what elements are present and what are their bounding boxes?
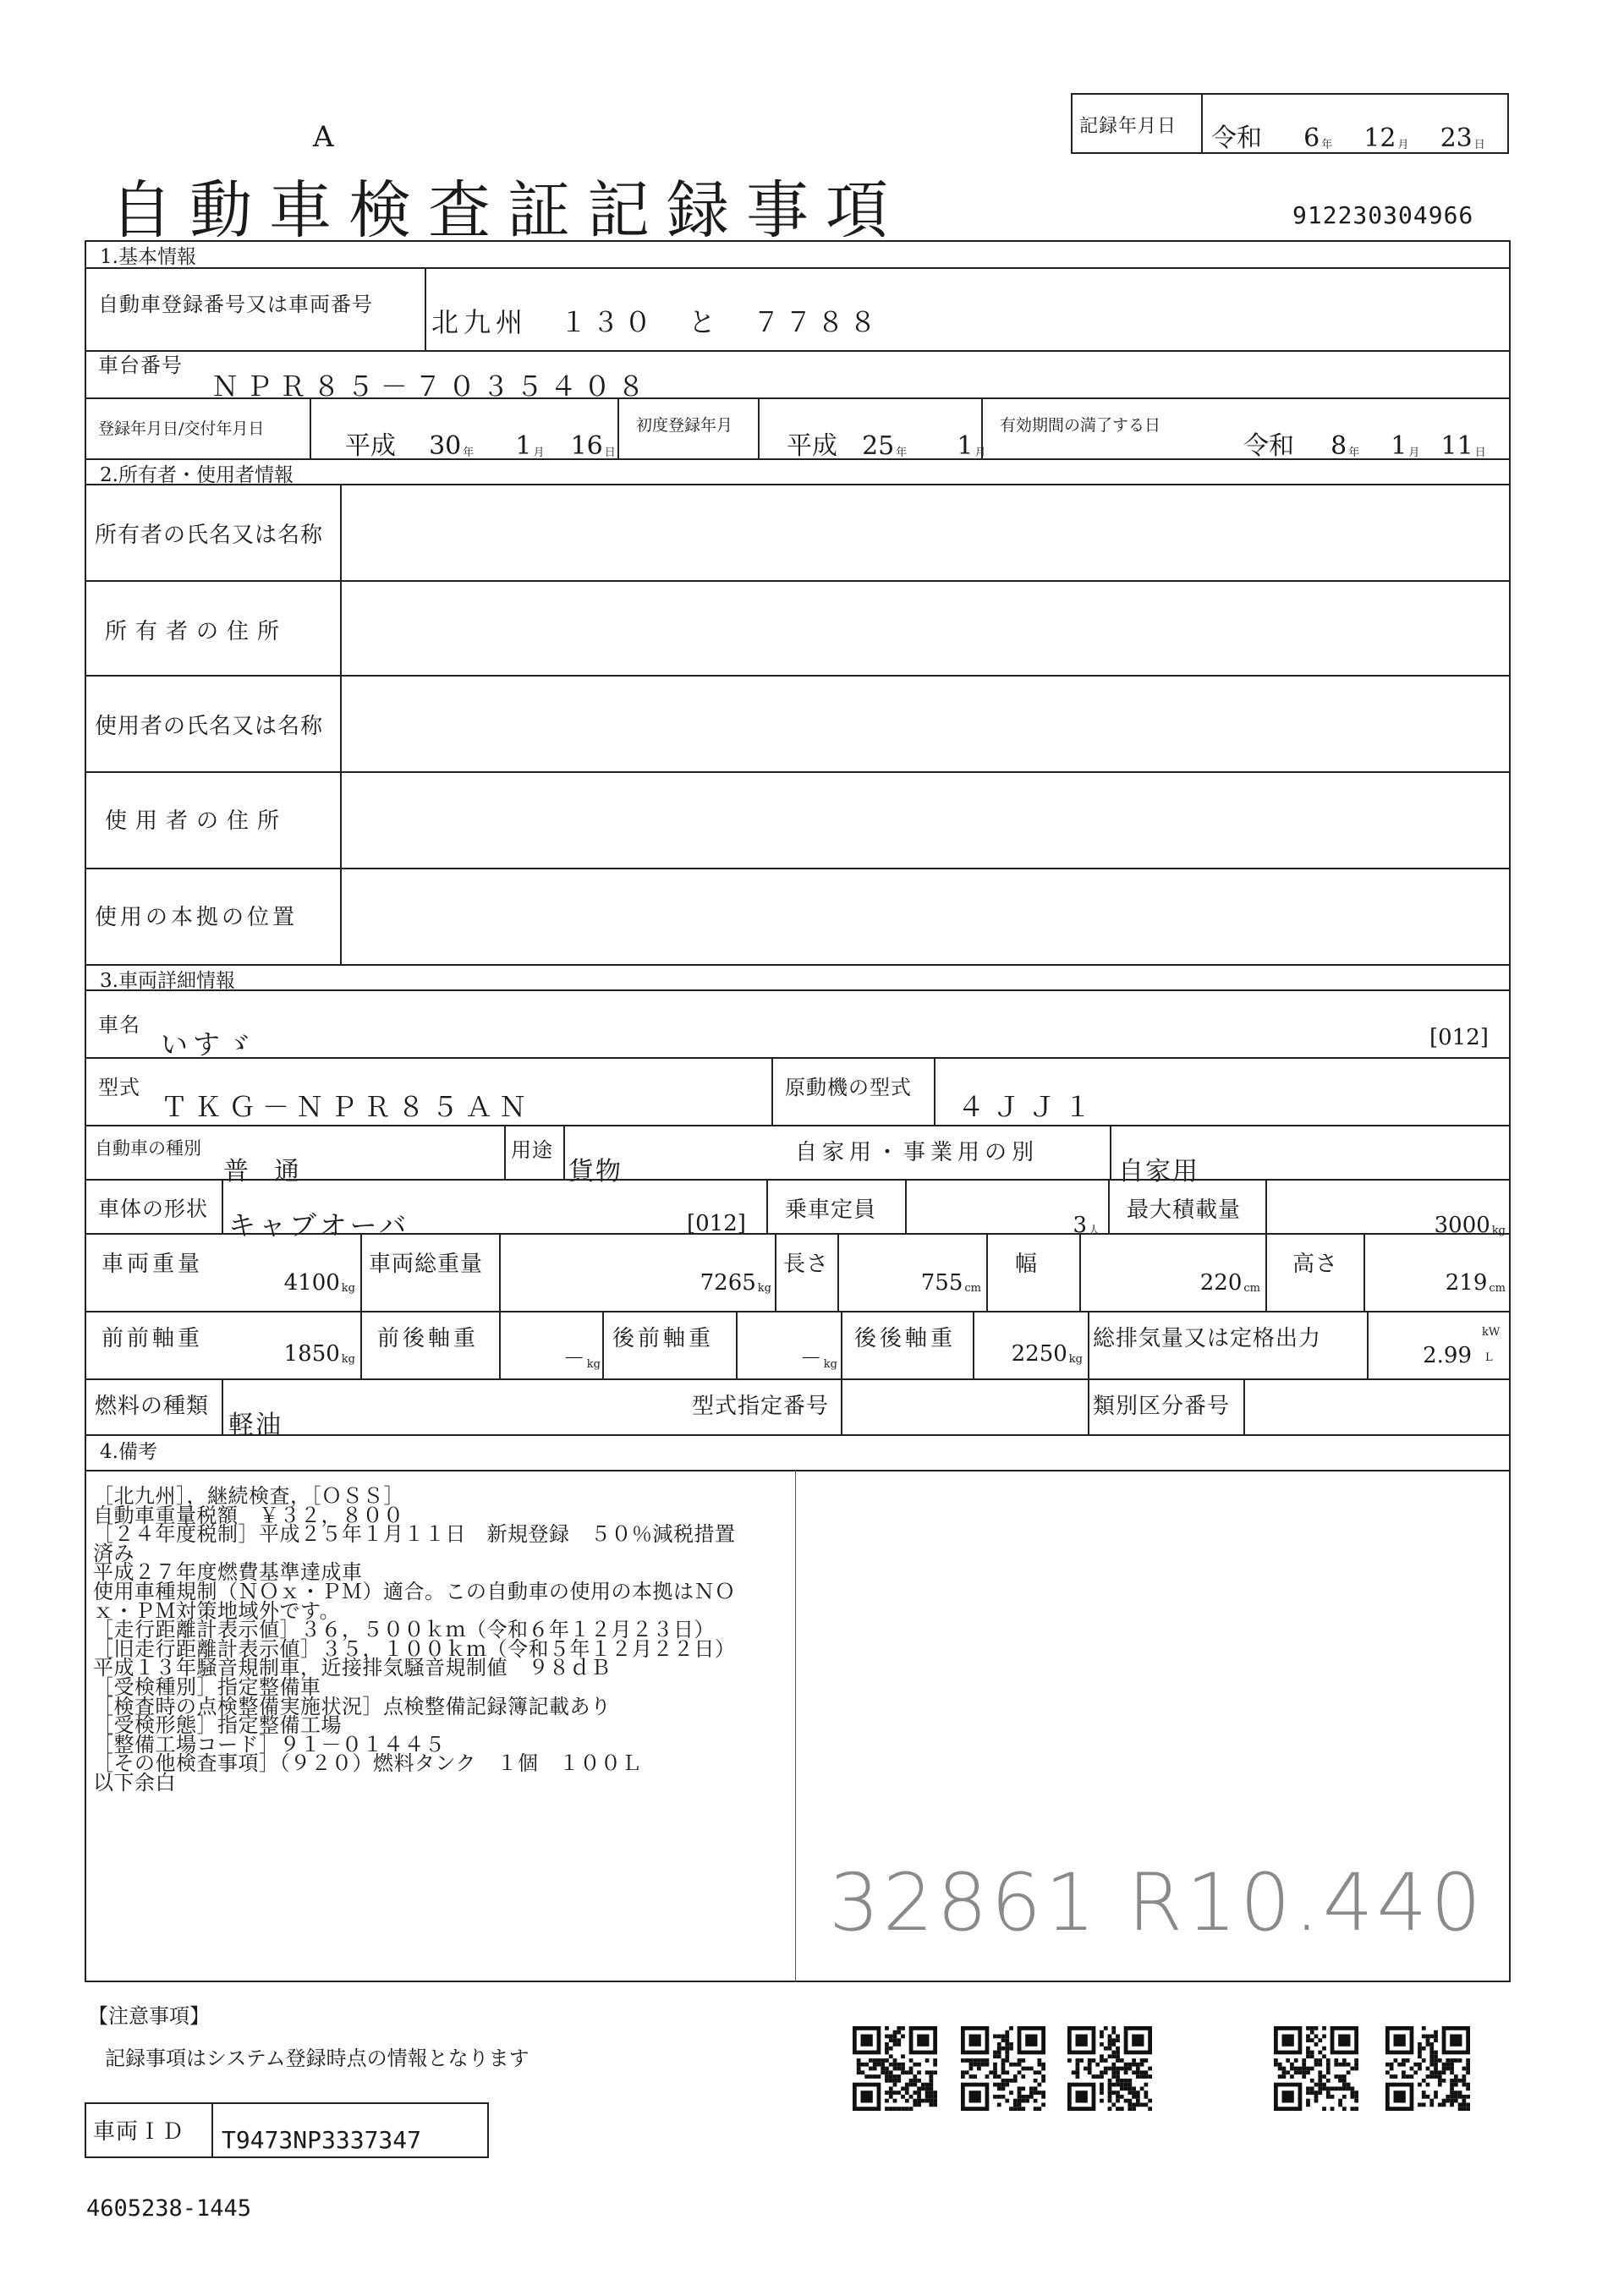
header-letter: A [313,120,334,154]
section-basic: 1.基本情報 [100,246,196,268]
qr-code-1 [853,2026,937,2111]
rf-axle-label: 後前軸重 [612,1326,715,1351]
max-load-label: 最大積載量 [1127,1197,1242,1223]
first-reg-label: 初度登録年月 [636,416,733,435]
expiry-label: 有効期間の満了する日 [1000,416,1161,435]
qr-code-5 [1385,2026,1470,2111]
reg-date-value: 平成 30 年 1 月 16 日 [345,431,616,461]
width-label: 幅 [1015,1252,1039,1277]
fuel-value: 軽油 [228,1411,283,1440]
width-value: 220 cm [1199,1270,1260,1296]
displacement-label: 総排気量又は定格出力 [1093,1326,1322,1351]
remarks-line: 平成１３年騒音規制車，近接排気騒音規制値 ９８ｄＢ [93,1656,612,1680]
remarks-line: ［走行距離計表示値］３６，５００ｋｍ（令和６年１２月２３日） [93,1618,715,1642]
first-reg-value: 平成 25 年 1 月 [787,431,986,461]
qr-code-4 [1274,2026,1358,2111]
footer-code: 4605238-1445 [86,2195,252,2222]
fr-axle-value: － kg [562,1346,601,1372]
remarks-line: ［整備工場コード］９１－０１４４５ [93,1732,446,1756]
capacity-value: 3 人 [1073,1213,1100,1238]
reg-number-value: 北九州 １３０ と ７７８８ [431,306,882,338]
private-business-value: 自家用 [1118,1157,1199,1186]
qr-code-2 [961,2026,1045,2111]
remarks-text [93,1484,736,1795]
max-load-value: 3000 kg [1434,1213,1506,1238]
length-value: 755 cm [920,1270,981,1296]
owner-name-label: 所有者の氏名又は名称 [95,523,324,548]
user-address-label: 使用者の住所 [105,808,288,834]
remarks-line: ｘ・ＰＭ対策地域外です。 [93,1598,341,1623]
rr-axle-value: 2250 kg [1011,1341,1083,1367]
qr-code-3 [1067,2026,1152,2111]
remarks-line: ［旧走行距離計表示値］３５，１００ｋｍ（令和５年１２月２２日） [93,1636,736,1661]
rf-axle-value: － kg [799,1346,837,1372]
ff-axle-value: 1850 kg [283,1341,355,1367]
car-name-label: 車名 [98,1013,140,1037]
chassis-value: ＮＰＲ８５－７０３５４０８ [211,370,652,403]
type-designation-label: 型式指定番号 [692,1394,830,1419]
fuel-label: 燃料の種類 [95,1394,210,1419]
remarks-line: ［検査時の点検整備実施状況］点検整備記録簿記載あり [93,1694,612,1718]
remarks-line: 使用車種規制（ＮＯｘ・ＰＭ）適合。この自動車の使用の本拠はＮＯ [93,1579,736,1603]
remarks-line: 以下余白 [93,1770,176,1795]
displacement-unit-l: L [1485,1351,1493,1364]
use-label: 用途 [511,1138,553,1162]
remarks-line: 平成２７年度燃費基準達成車 [93,1560,363,1585]
height-value: 219 cm [1445,1270,1506,1296]
expiry-value: 令和 8 年 1 月 11 日 [1243,431,1486,461]
gross-label: 車両総重量 [369,1252,484,1277]
section-remarks: 4.備考 [100,1441,157,1463]
reg-number-label: 自動車登録番号又は車両番号 [98,293,373,316]
weight-label: 車両重量 [102,1252,204,1277]
base-location-label: 使用の本拠の位置 [95,905,299,930]
use-value: 貨物 [568,1157,623,1186]
model-label: 型式 [98,1076,140,1099]
displacement-unit-kw: kW [1482,1326,1501,1339]
car-name-code: [012] [1429,1025,1489,1050]
body-code: [012] [687,1211,746,1236]
remarks-line: ［その他検査事項］（９２０）燃料タンク １個 １００Ｌ [93,1751,643,1776]
kind-label: 自動車の種別 [95,1138,201,1159]
displacement-value: 2.99 [1423,1343,1472,1368]
section-vehicle: 3.車両詳細情報 [100,970,235,992]
remarks-line: ［受検種別］指定整備車 [93,1674,321,1699]
body-value: キャブオーバ [228,1209,410,1241]
reg-date-label: 登録年月日/交付年月日 [98,419,265,438]
vehicle-id-label: 車両ＩＤ [93,2119,185,2145]
fr-axle-label: 前後軸重 [377,1326,480,1351]
notes-text: 記録事項はシステム登録時点の情報となります [105,2047,529,2070]
owner-address-label: 所有者の住所 [105,619,288,644]
user-name-label: 使用者の氏名又は名称 [95,714,324,739]
category-label: 類別区分番号 [1093,1394,1231,1419]
capacity-label: 乗車定員 [785,1197,877,1223]
vehicle-id-value: T9473NP3337347 [222,2126,422,2154]
car-name-value: いすゞ [161,1028,258,1060]
ff-axle-label: 前前軸重 [102,1326,204,1351]
remarks-line: 自動車重量税額 ￥３２，８００ [93,1503,404,1527]
record-date-value: 令和 6 年 12 月 23 日 [1211,123,1485,153]
handwritten-note: 32861 R10.440 [829,1857,1485,1949]
gross-value: 7265 kg [700,1270,771,1296]
engine-value: ４ＪＪ１ [957,1091,1100,1123]
remarks-line: ［北九州］，継続検査，［ＯＳＳ］ [93,1484,404,1508]
record-date-label: 記録年月日 [1079,116,1177,137]
section-owner: 2.所有者・使用者情報 [100,464,294,486]
private-business-label: 自家用・事業用の別 [795,1140,1040,1165]
remarks-line: 済み [93,1541,134,1565]
body-label: 車体の形状 [98,1197,209,1221]
model-value: ＴＫＧ－ＮＰＲ８５ＡＮ [161,1091,534,1123]
notes-title: 【注意事項】 [88,2004,210,2028]
length-label: 長さ [783,1252,830,1277]
rr-axle-label: 後後軸重 [854,1326,957,1351]
weight-value: 4100 kg [283,1270,355,1296]
document-title: 自動車検査証記録事項 [110,174,905,247]
chassis-label: 車台番号 [98,353,183,377]
remarks-line: ［受検形態］指定整備工場 [93,1713,342,1738]
height-label: 高さ [1292,1252,1339,1277]
document-number: 912230304966 [1292,201,1474,229]
engine-label: 原動機の型式 [785,1076,912,1099]
remarks-line: ［２４年度税制］平成２５年１月１１日 新規登録 ５０％減税措置 [93,1522,736,1547]
kind-value: 普通 [223,1157,325,1186]
